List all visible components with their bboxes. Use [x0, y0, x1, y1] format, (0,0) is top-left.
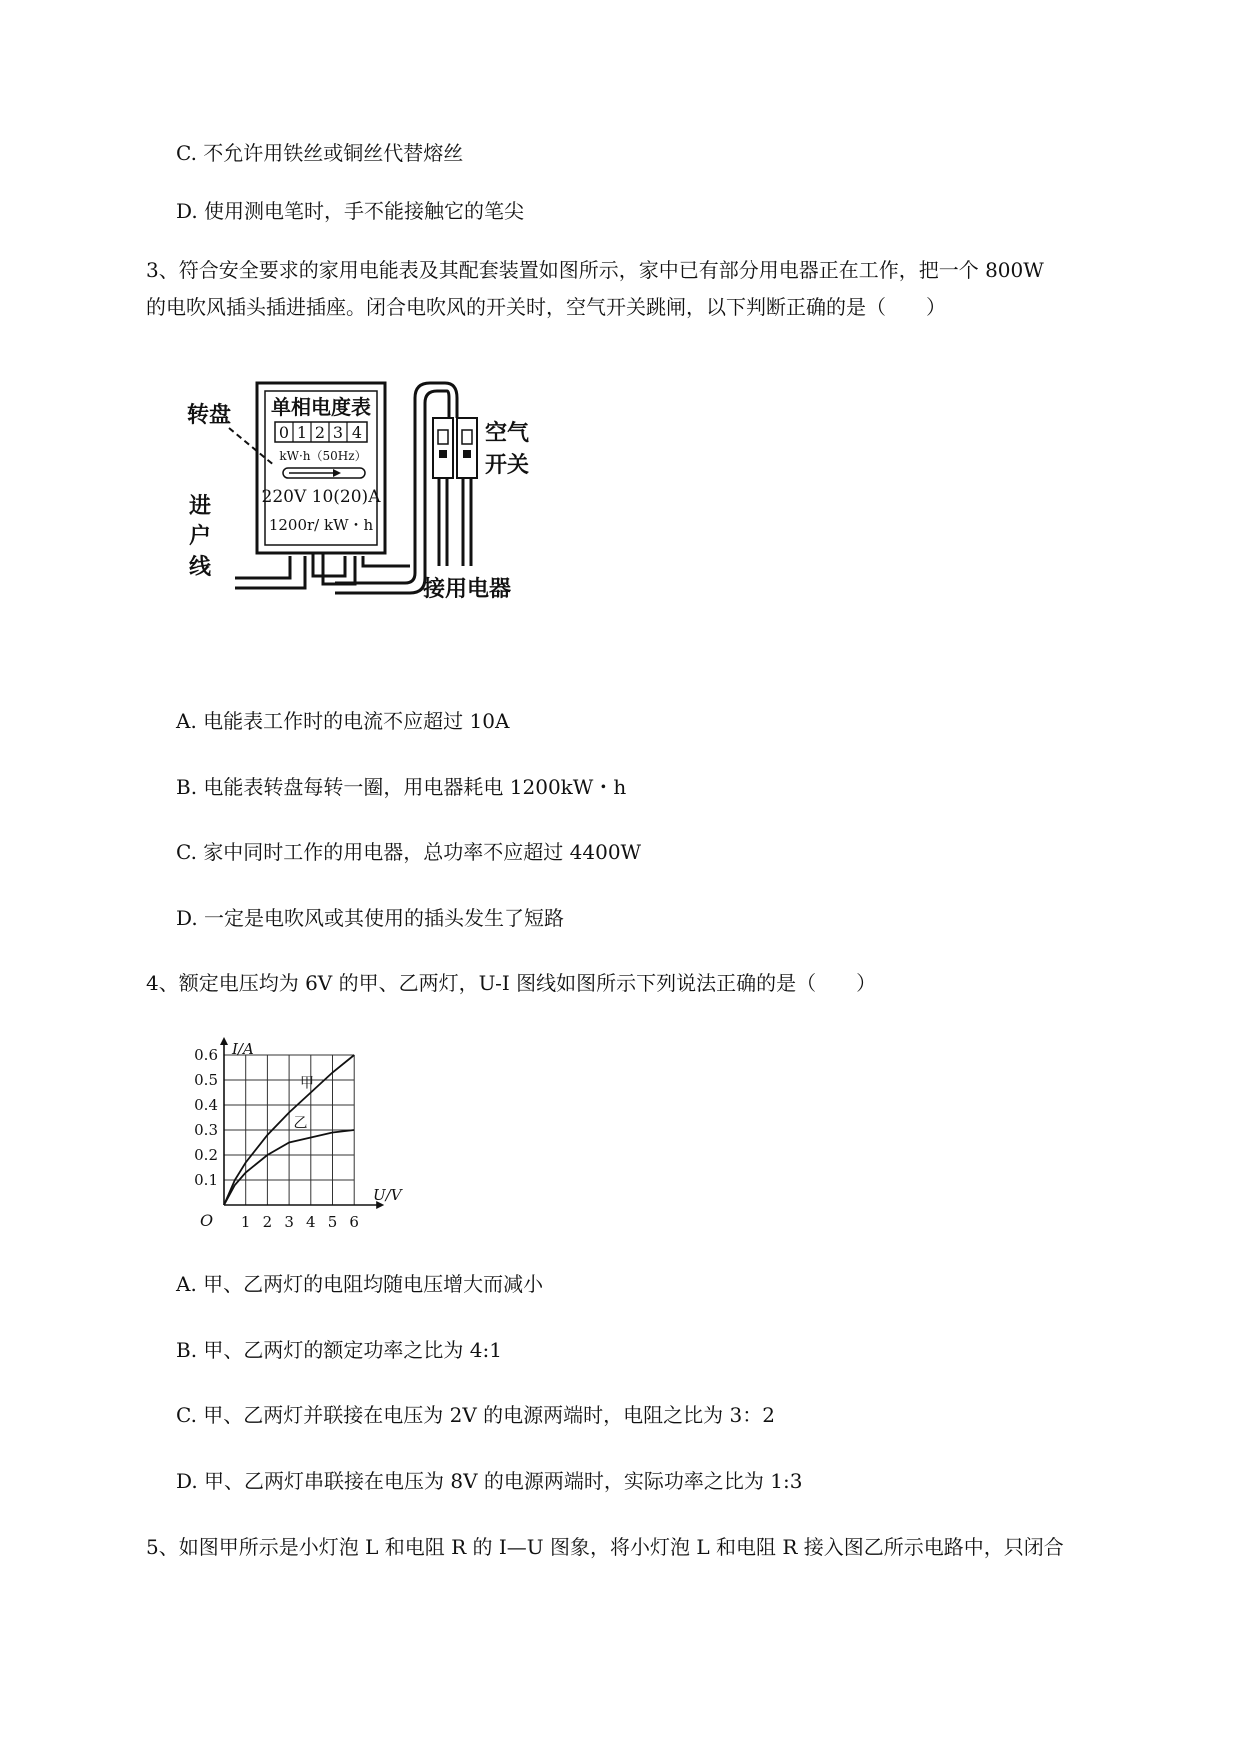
q3-option-b: B. 电能表转盘每转一圈，用电器耗电 1200kW・h [176, 775, 627, 799]
meter-digit: 2 [314, 423, 326, 442]
x-tick-label: 5 [327, 1213, 338, 1231]
x-tick-label: 1 [240, 1213, 251, 1231]
q4-option-b: B. 甲、乙两灯的额定功率之比为 4:1 [176, 1338, 502, 1362]
label-incoming-3: 线 [189, 554, 212, 580]
label-incoming-2: 户 [189, 523, 212, 549]
label-breaker-1: 空气 [485, 420, 530, 446]
meter-digit: 1 [296, 423, 308, 442]
q3-stem-line2: 的电吹风插头插进插座。闭合电吹风的开关时，空气开关跳闸，以下判断正确的是（ ） [146, 295, 946, 319]
chart-xlabel: U/V [373, 1186, 402, 1204]
q2-option-d: D. 使用测电笔时，手不能接触它的笔尖 [176, 199, 525, 223]
chart-tick-labels [194, 1046, 359, 1231]
y-tick-label: 0.2 [194, 1146, 218, 1164]
q3-option-d: D. 一定是电吹风或其使用的插头发生了短路 [176, 906, 565, 930]
series-label-yi: 乙 [293, 1115, 308, 1132]
meter-rev-line: 1200r/ kW・h [268, 516, 374, 534]
y-tick-label: 0.1 [194, 1171, 218, 1189]
label-appliance: 接用电器 [423, 576, 512, 602]
label-dial: 转盘 [187, 402, 232, 428]
q4-option-c: C. 甲、乙两灯并联接在电压为 2V 的电源两端时，电阻之比为 3：2 [176, 1403, 775, 1427]
q3-option-a: A. 电能表工作时的电流不应超过 10A [176, 709, 510, 733]
meter-rating-line: 220V 10(20)A [261, 487, 381, 507]
y-tick-label: 0.4 [194, 1096, 218, 1114]
meter-title: 单相电度表 [271, 395, 371, 419]
q3-option-c: C. 家中同时工作的用电器，总功率不应超过 4400W [176, 840, 642, 864]
chart-origin-label: O [200, 1211, 214, 1230]
q3-stem-line1: 3、符合安全要求的家用电能表及其配套装置如图所示，家中已有部分用电器正在工作，把一个 800W [146, 258, 1044, 282]
q5-stem-line1: 5、如图甲所示是小灯泡 L 和电阻 R 的 I—U 图象，将小灯泡 L 和电阻 R 接入图乙所示电路中，只闭合 [146, 1535, 1064, 1559]
q4-iu-chart [180, 1035, 420, 1235]
y-axis-arrow-icon [220, 1037, 228, 1045]
meter-digit: 3 [332, 423, 344, 442]
x-tick-label: 3 [284, 1213, 294, 1231]
q4-option-d: D. 甲、乙两灯串联接在电压为 8V 的电源两端时，实际功率之比为 1:3 [176, 1469, 803, 1493]
meter-digits [275, 422, 367, 442]
y-tick-label: 0.3 [194, 1121, 218, 1139]
label-breaker-2: 开关 [485, 452, 530, 478]
q3-meter-figure [187, 378, 535, 658]
y-tick-label: 0.5 [194, 1071, 218, 1089]
meter-digit: 4 [351, 423, 363, 442]
label-incoming-1: 进 [189, 493, 212, 519]
air-breakers [433, 418, 477, 566]
x-tick-label: 2 [262, 1213, 273, 1231]
chart-grid [224, 1055, 354, 1205]
y-tick-label: 0.6 [194, 1046, 218, 1064]
chart-ylabel: I/A [232, 1040, 254, 1058]
q2-option-c: C. 不允许用铁丝或铜丝代替熔丝 [176, 141, 464, 165]
x-tick-label: 4 [306, 1213, 316, 1231]
series-label-jia: 甲 [299, 1075, 314, 1092]
meter-digit: 0 [278, 423, 290, 442]
meter-unit-line: kW·h（50Hz） [279, 449, 367, 463]
x-tick-label: 6 [349, 1213, 359, 1231]
q4-option-a: A. 甲、乙两灯的电阻均随电压增大而减小 [176, 1272, 544, 1296]
q4-stem: 4、额定电压均为 6V 的甲、乙两灯，U-I 图线如图所示下列说法正确的是（ ） [146, 971, 877, 995]
